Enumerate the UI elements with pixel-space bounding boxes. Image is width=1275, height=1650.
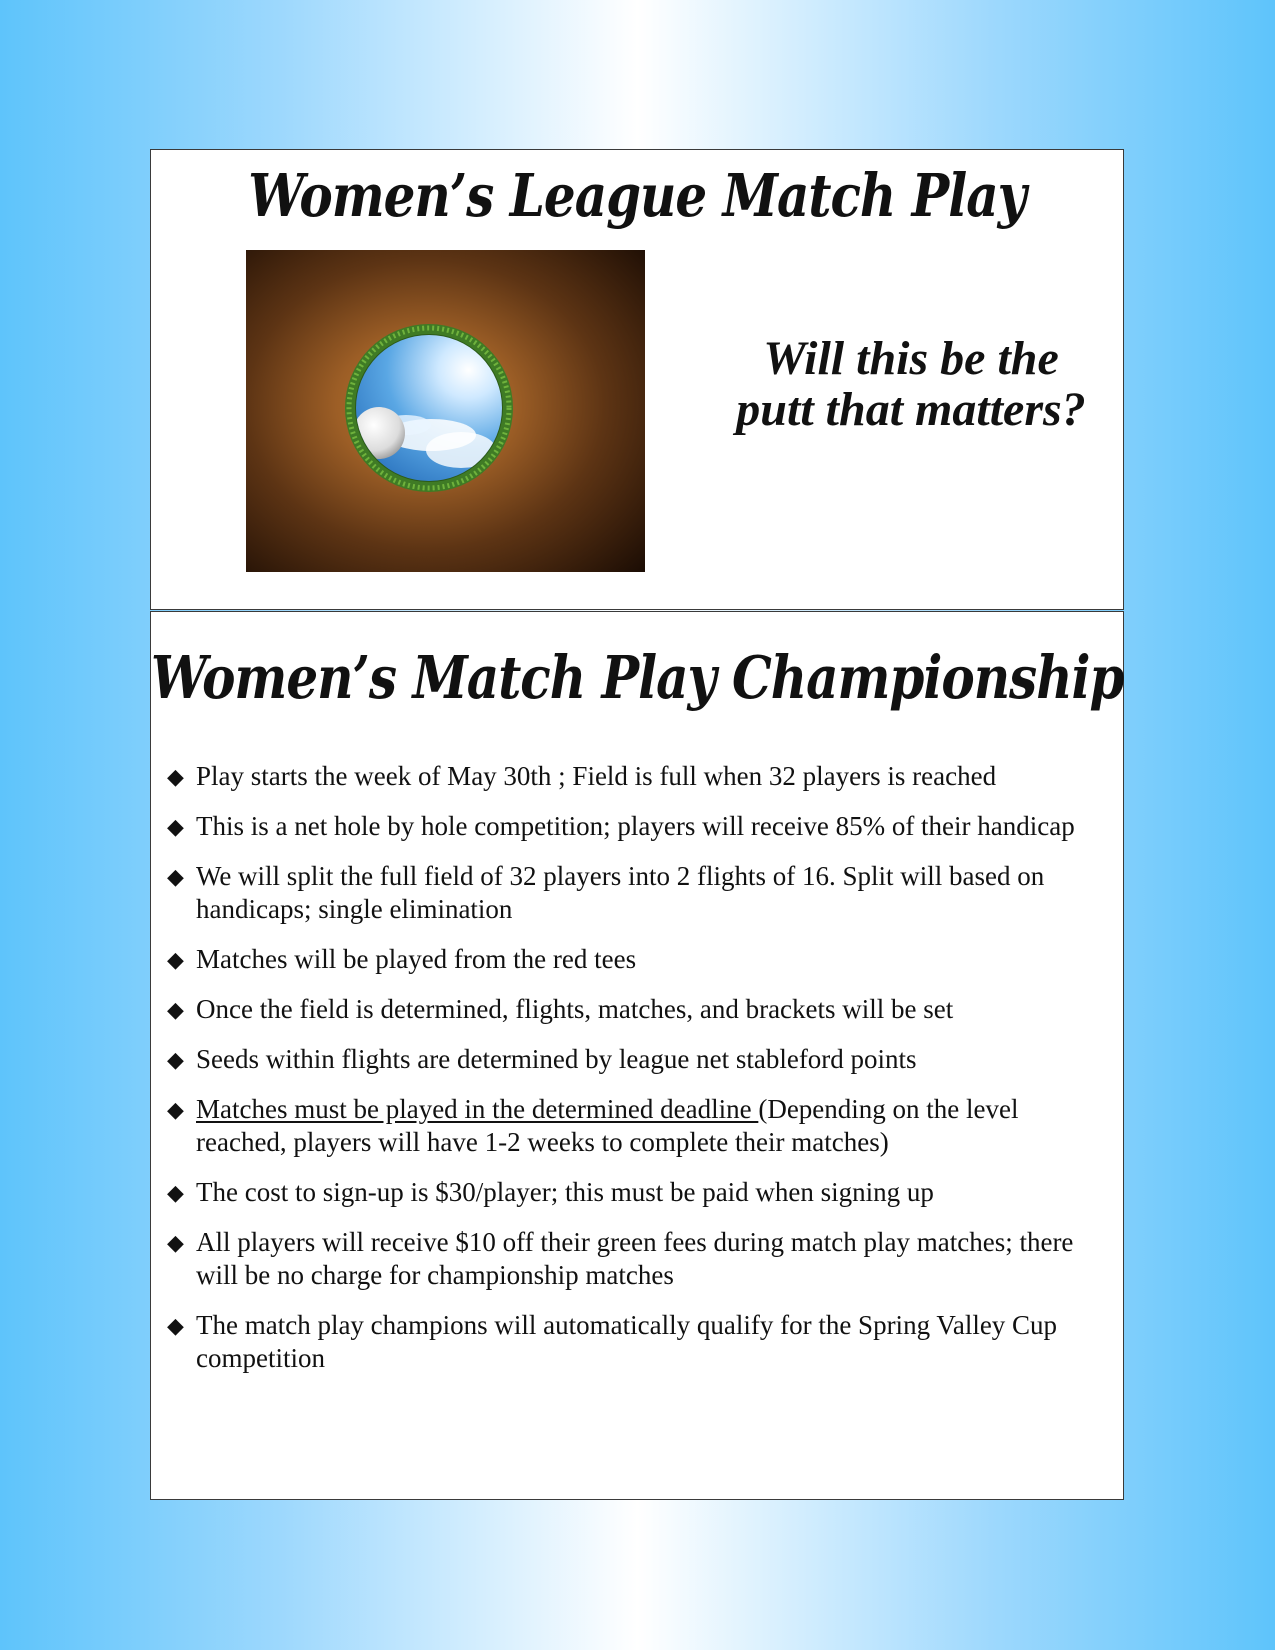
rule-text: Play starts the week of May 30th ; Field is full when 32 players is reached [196,761,997,791]
golf-hole-photo [246,250,645,572]
list-item [163,760,1093,793]
rule-text: This is a net hole by hole competition; players will receive 85% of their handicap [196,811,1075,841]
championship-title: Women’s Match Play Championship [151,642,1124,713]
diamond-bullet-icon: ◆ [167,1313,184,1338]
list-item [163,810,1093,843]
bottom-panel [150,611,1124,1500]
list-item [163,943,1093,976]
rule-text: Seeds within flights are determined by league net stableford points [196,1044,917,1074]
list-item [163,1093,1093,1159]
tagline [721,333,1101,435]
list-item [163,1176,1093,1209]
list-item [163,860,1093,926]
page-title: Women’s League Match Play [248,160,1026,231]
list-item [163,1226,1093,1292]
diamond-bullet-icon: ◆ [167,947,184,972]
rule-text: Once the field is determined, flights, matches, and brackets will be set [196,994,954,1024]
diamond-bullet-icon: ◆ [167,814,184,839]
diamond-bullet-icon: ◆ [167,1180,184,1205]
rule-text: (Depending on the level reached, players will have 1-2 weeks to complete their matches) [196,1094,1019,1157]
list-item [163,1043,1093,1076]
tagline-line-2: putt that matters? [736,383,1086,436]
rule-text: All players will receive $10 off their green fees during match play matches; there will be no charge for championship matches [196,1227,1074,1290]
list-item [163,993,1093,1026]
diamond-bullet-icon: ◆ [167,1097,184,1122]
diamond-bullet-icon: ◆ [167,997,184,1022]
diamond-bullet-icon: ◆ [167,1047,184,1072]
rule-text: The match play champions will automatically qualify for the Spring Valley Cup competition [196,1310,1058,1373]
deadline-rule-underlined: Matches must be played in the determined deadline [196,1094,759,1124]
diamond-bullet-icon: ◆ [167,764,184,789]
tagline-line-1: Will this be the [763,332,1059,385]
rule-text: The cost to sign-up is $30/player; this must be paid when signing up [196,1177,934,1207]
list-item [163,1309,1093,1375]
top-panel [150,149,1124,610]
rule-text: Matches will be played from the red tees [196,944,637,974]
rule-text: We will split the full field of 32 players into 2 flights of 16. Split will based on handicaps; single elimination [196,861,1045,924]
diamond-bullet-icon: ◆ [167,1230,184,1255]
rules-list [163,760,1093,1392]
diamond-bullet-icon: ◆ [167,864,184,889]
